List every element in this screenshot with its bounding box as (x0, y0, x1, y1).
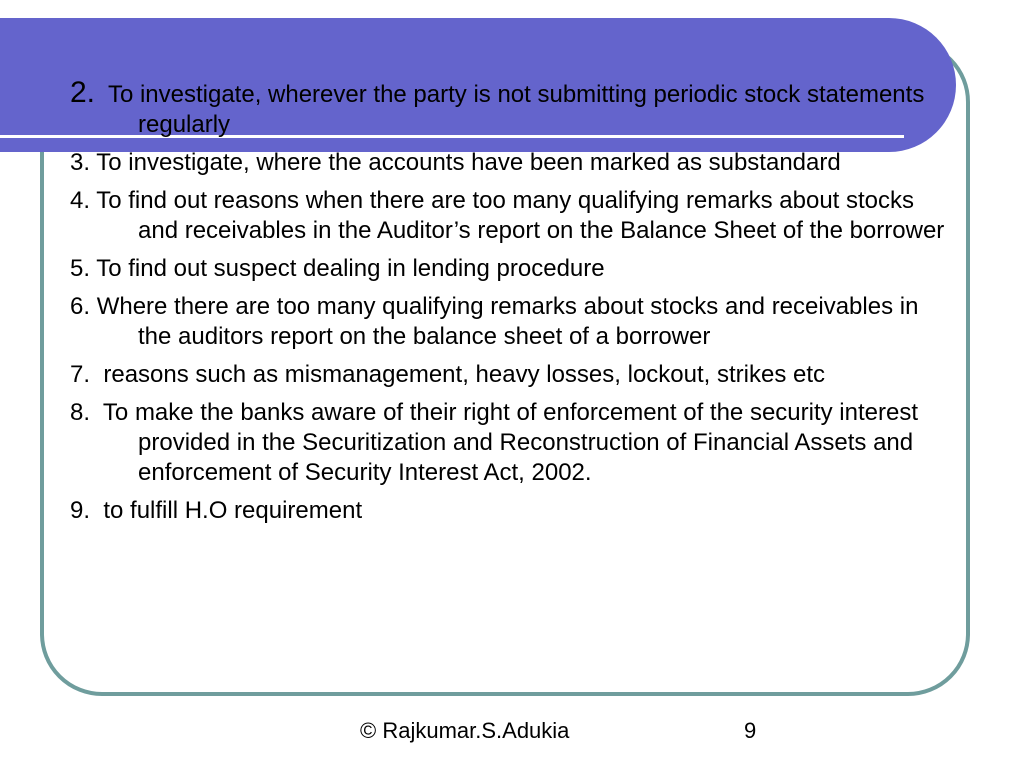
list-item-7 (70, 360, 950, 390)
list-item-6 (70, 292, 950, 352)
list-item-text: To make the banks aware of their right of enforcement of the security interest provided in the Securitization and Reconstruction of Financial Assets and enforcement of Security Interest Act, 2002. (102, 399, 918, 486)
list-item-number: 3. (70, 149, 91, 176)
page-number: 9 (744, 718, 757, 743)
list-item-text: To find out suspect dealing in lending procedure (96, 255, 605, 282)
list-item-9 (70, 496, 950, 526)
list-item-2 (70, 78, 950, 140)
list-item-text: reasons such as mismanagement, heavy losses, lockout, strikes etc (103, 361, 826, 388)
list-item-number: 4. (70, 187, 91, 214)
footer-author: © Rajkumar.S.Adukia (360, 718, 570, 743)
list-item-number: 7. (70, 361, 91, 388)
list-item-text: to fulfill H.O requirement (103, 497, 363, 524)
list-item-4 (70, 186, 950, 246)
list-item-text: To investigate, wherever the party is not submitting periodic stock statements regularly (107, 81, 925, 138)
list-item-number: 5. (70, 255, 91, 282)
list-item-number: 9. (70, 497, 91, 524)
list-item-text: To find out reasons when there are too many qualifying remarks about stocks and receivables in the Auditor’s report on the Balance Sheet of the borrower (96, 187, 945, 244)
list-item-3 (70, 148, 950, 178)
list-item-5 (70, 254, 950, 284)
list-item-8 (70, 398, 950, 488)
list-item-text: Where there are too many qualifying remarks about stocks and receivables in the auditors report on the balance sheet of a borrower (96, 293, 919, 350)
slide-content-list (70, 78, 950, 534)
list-item-number: 2. (70, 76, 96, 109)
list-item-number: 6. (70, 293, 91, 320)
list-item-text: To investigate, where the accounts have been marked as substandard (96, 149, 841, 176)
list-item-number: 8. (70, 399, 91, 426)
